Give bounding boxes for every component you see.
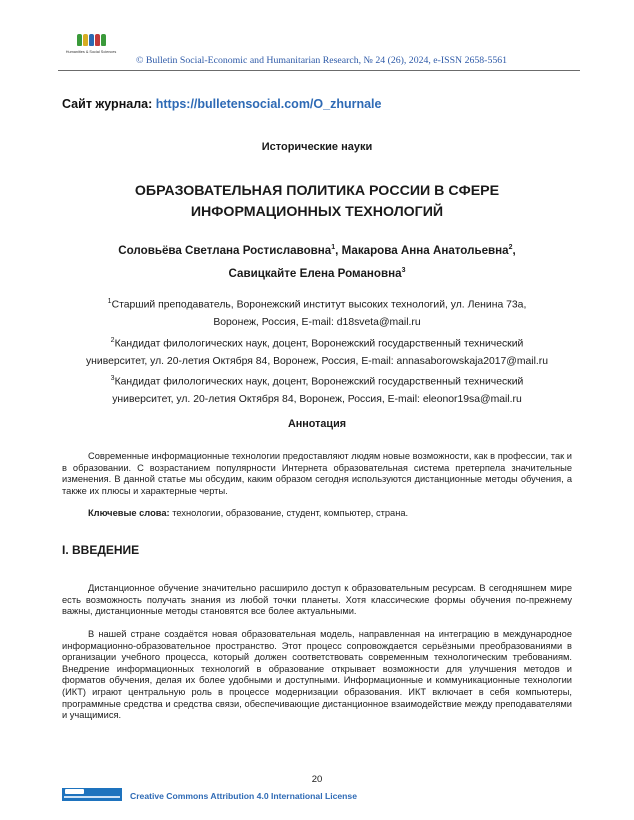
journal-site-label: Сайт журнала: bbox=[62, 97, 153, 111]
article-title-line2: ИНФОРМАЦИОННЫХ ТЕХНОЛОГИЙ bbox=[190, 204, 444, 220]
author-1-sup: 1 bbox=[331, 244, 336, 251]
author-3: Савицкайте Елена Романовна bbox=[228, 266, 402, 280]
journal-logo bbox=[58, 34, 124, 55]
article-title bbox=[0, 181, 634, 223]
annotation-heading: Аннотация bbox=[287, 418, 347, 430]
author-2: Макарова Анна Анатольевна bbox=[341, 243, 509, 257]
affiliations bbox=[0, 293, 634, 409]
affiliation-2-line1: $^2$Кандидат филологических наук, доцент, Воронежский государственный технический bbox=[110, 336, 524, 350]
annotation-text: Современные информационные технологии предоставляют людям новые возможности, как в профессии, так и в образовании. С возрастанием популярности Интернета образовательная система претерпела значительные изменения. В данной статье мы обсудим, каким образом сегодня используются дистанционные методы обучения, а также их плюсы и характерные черты. bbox=[62, 451, 572, 496]
journal-site bbox=[62, 97, 381, 111]
keywords-label: Ключевые слова: bbox=[88, 508, 170, 518]
keywords-list: технологии, образование, студент, компьютер, страна. bbox=[169, 508, 409, 518]
license-link[interactable]: Creative Commons Attribution 4.0 International License bbox=[130, 791, 357, 801]
affiliation-3-line2: университет, ул. 20-летия Октября 84, Воронеж, Россия, E-mail: eleonor19sa@mail.ru bbox=[112, 394, 522, 406]
affiliation-1-line2: Воронеж, Россия, E-mail: d18sveta@mail.ru bbox=[213, 317, 421, 329]
affiliation-1-line1: $^1$Старший преподаватель, Воронежский институт высоких технологий, ул. Ленина 73а, bbox=[107, 298, 527, 311]
cc-license-badge-icon[interactable] bbox=[62, 788, 122, 801]
section-name: Исторические науки bbox=[261, 141, 373, 153]
affiliation-2-line2: университет, ул. 20-летия Октября 84, Воронеж, Россия, E-mail: annasaborowskaja2017@mail.ru bbox=[85, 355, 549, 367]
intro-heading: I. ВВЕДЕНИЕ bbox=[62, 543, 140, 557]
logo-text: Humanities & Social Sciences bbox=[65, 50, 117, 54]
page-number: 20 bbox=[311, 774, 323, 785]
author-3-sup: 3 bbox=[401, 266, 406, 274]
intro-paragraph-1: Дистанционное обучение значительно расширило доступ к образовательным ресурсам. В сегодняшнем мире есть возможность получать знания из любой точки планеты. Хотя классические формы обучения по-прежнему важны, дистанционные методы становятся все более актуальными. bbox=[62, 583, 572, 617]
header-divider bbox=[58, 70, 580, 71]
author-2-sup: 2 bbox=[508, 244, 513, 251]
logo-figures-icon bbox=[58, 34, 124, 48]
affiliation-3-line1: $^3$Кандидат филологических наук, доцент, Воронежский государственный технический bbox=[110, 375, 524, 388]
author-1: Соловьёва Светлана Ростиславовна bbox=[118, 243, 332, 257]
journal-site-link[interactable]: https://bulletensocial.com/O_zhurnale bbox=[155, 97, 382, 111]
intro-paragraph-2: В нашей стране создаётся новая образовательная модель, направленная на интеграцию в международное информационно-образовательное пространство. Этот процесс сопровождается серьёзными преобразованиями в организации учебного процесса, который должен соответствовать современным технологическим требованиям. Внедрение информационных технологий в образование открывает возможности для улучшения методов и форматов обучения, делая их более удобными и доступными. Информационные и коммуникационные технологии (ИКТ) играют центральную роль в процессе модернизации образования. ИКТ включает в себя компьютеры, программные средства и средства связи, обеспечивающие дистанционное взаимодействие между преподавателями и учащимися. bbox=[62, 629, 572, 721]
keywords bbox=[62, 508, 572, 520]
authors: Соловьёва Светлана Ростиславовна$^1$, Макарова Анна Анатольевна$^2$, Савицкайте Елена Романовна$^3$ bbox=[118, 243, 516, 280]
header-citation: © Bulletin Social-Economic and Humanitarian Research, № 24 (26), 2024, e-ISSN 2658-5561 bbox=[136, 55, 508, 66]
article-title-line1: ОБРАЗОВАТЕЛЬНАЯ ПОЛИТИКА РОССИИ В СФЕРЕ bbox=[134, 183, 500, 199]
